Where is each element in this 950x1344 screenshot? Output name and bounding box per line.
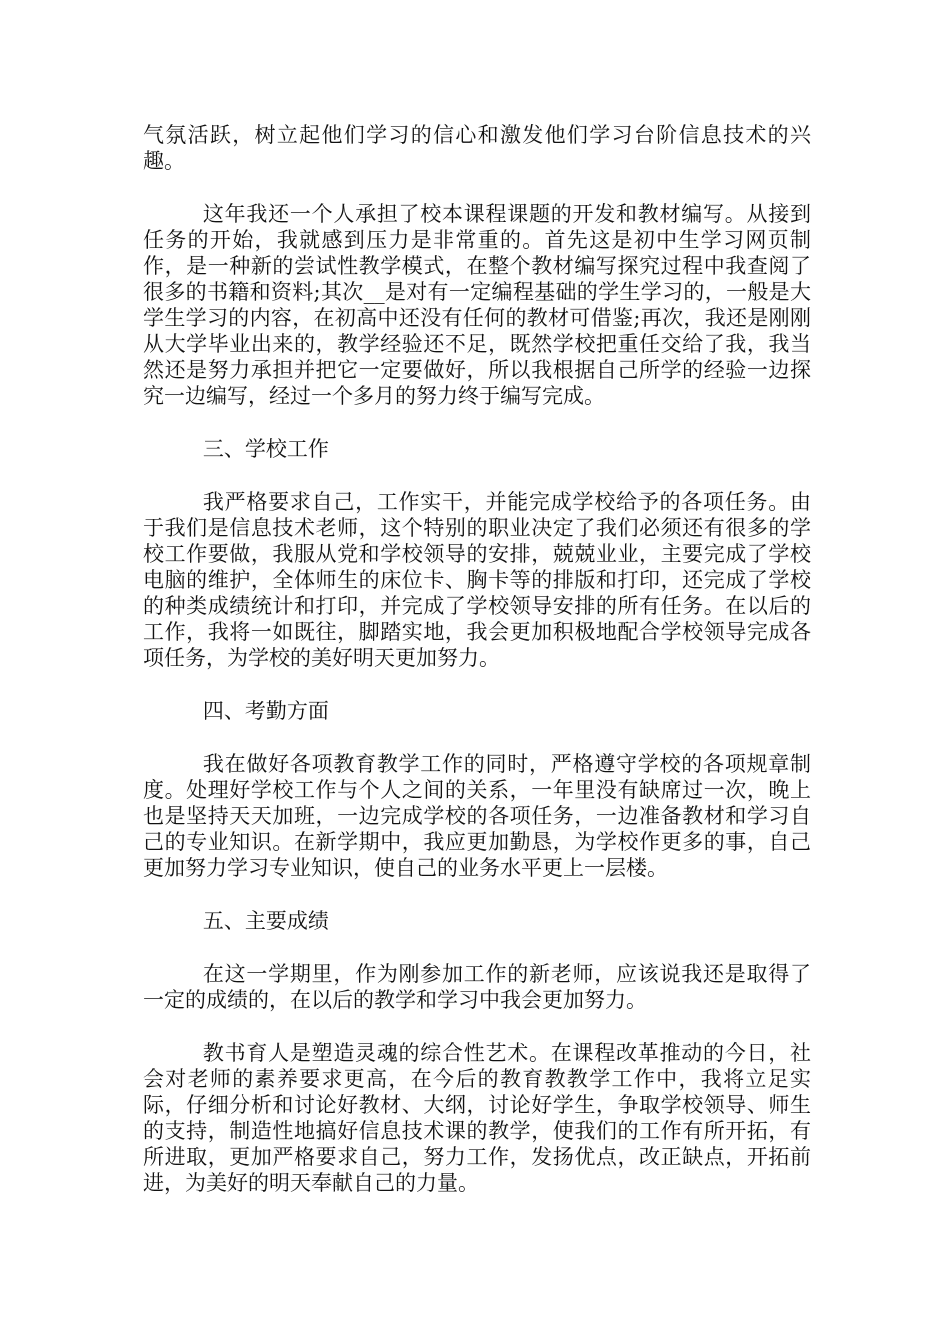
paragraph-achievements: 在这一学期里，作为刚参加工作的新老师，应该说我还是取得了一定的成绩的，在以后的教学和学习中我会更加努力。 [143, 962, 811, 1012]
paragraph-continuation: 气氛活跃，树立起他们学习的信心和激发他们学习台阶信息技术的兴趣。 [143, 123, 811, 173]
paragraph-school-work: 我严格要求自己，工作实干，并能完成学校给予的各项任务。由于我们是信息技术老师，这个特别的职业决定了我们必须还有很多的学校工作要做，我服从党和学校领导的安排，兢兢业业，主要完成了学校电脑的维护，全体师生的床位卡、胸卡等的排版和打印，还完成了学校的种类成绩统计和打印，并完成了学校领导安排的所有任务。在以后的工作，我将一如既往，脚踏实地，我会更加积极地配合学校领导完成各项任务，为学校的美好明天更加努力。 [143, 490, 811, 670]
section-heading-attendance: 四、考勤方面 [202, 699, 329, 723]
section-heading-achievements: 五、主要成绩 [202, 909, 329, 933]
document-body [143, 122, 811, 1223]
paragraph-curriculum-development: 这年我还一个人承担了校本课程课题的开发和教材编写。从接到任务的开始，我就感到压力是非常重的。首先这是初中生学习网页制作，是一种新的尝试性教学模式，在整个教材编写探究过程中我查阅了很多的书籍和资料;其次__是对有一定编程基础的学生学习的，一般是大学生学习的内容，在初高中还没有任何的教材可借鉴;再次，我还是刚刚从大学毕业出来的，教学经验还不足，既然学校把重任交给了我，我当然还是努力承担并把它一定要做好，所以我根据自己所学的经验一边探究一边编写，经过一个多月的努力终于编写完成。 [143, 202, 811, 408]
section-heading-school-work: 三、学校工作 [202, 437, 329, 461]
paragraph-conclusion: 教书育人是塑造灵魂的综合性艺术。在课程改革推动的今日，社会对老师的素养要求更高，在今后的教育教教学工作中，我将立足实际，仔细分析和讨论好教材、大纲，讨论好学生，争取学校领导、师生的支持，制造性地搞好信息技术课的教学，使我们的工作有所开拓，有所进取，更加严格要求自己，努力工作，发扬优点，改正缺点，开拓前进，为美好的明天奉献自己的力量。 [143, 1041, 811, 1195]
paragraph-attendance: 我在做好各项教育教学工作的同时，严格遵守学校的各项规章制度。处理好学校工作与个人之间的关系，一年里没有缺席过一次，晚上也是坚持天天加班，一边完成学校的各项任务，一边准备教材和学习自己的专业知识。在新学期中，我应更加勤恳，为学校作更多的事，自己更加努力学习专业知识，使自己的业务水平更上一层楼。 [143, 752, 811, 880]
